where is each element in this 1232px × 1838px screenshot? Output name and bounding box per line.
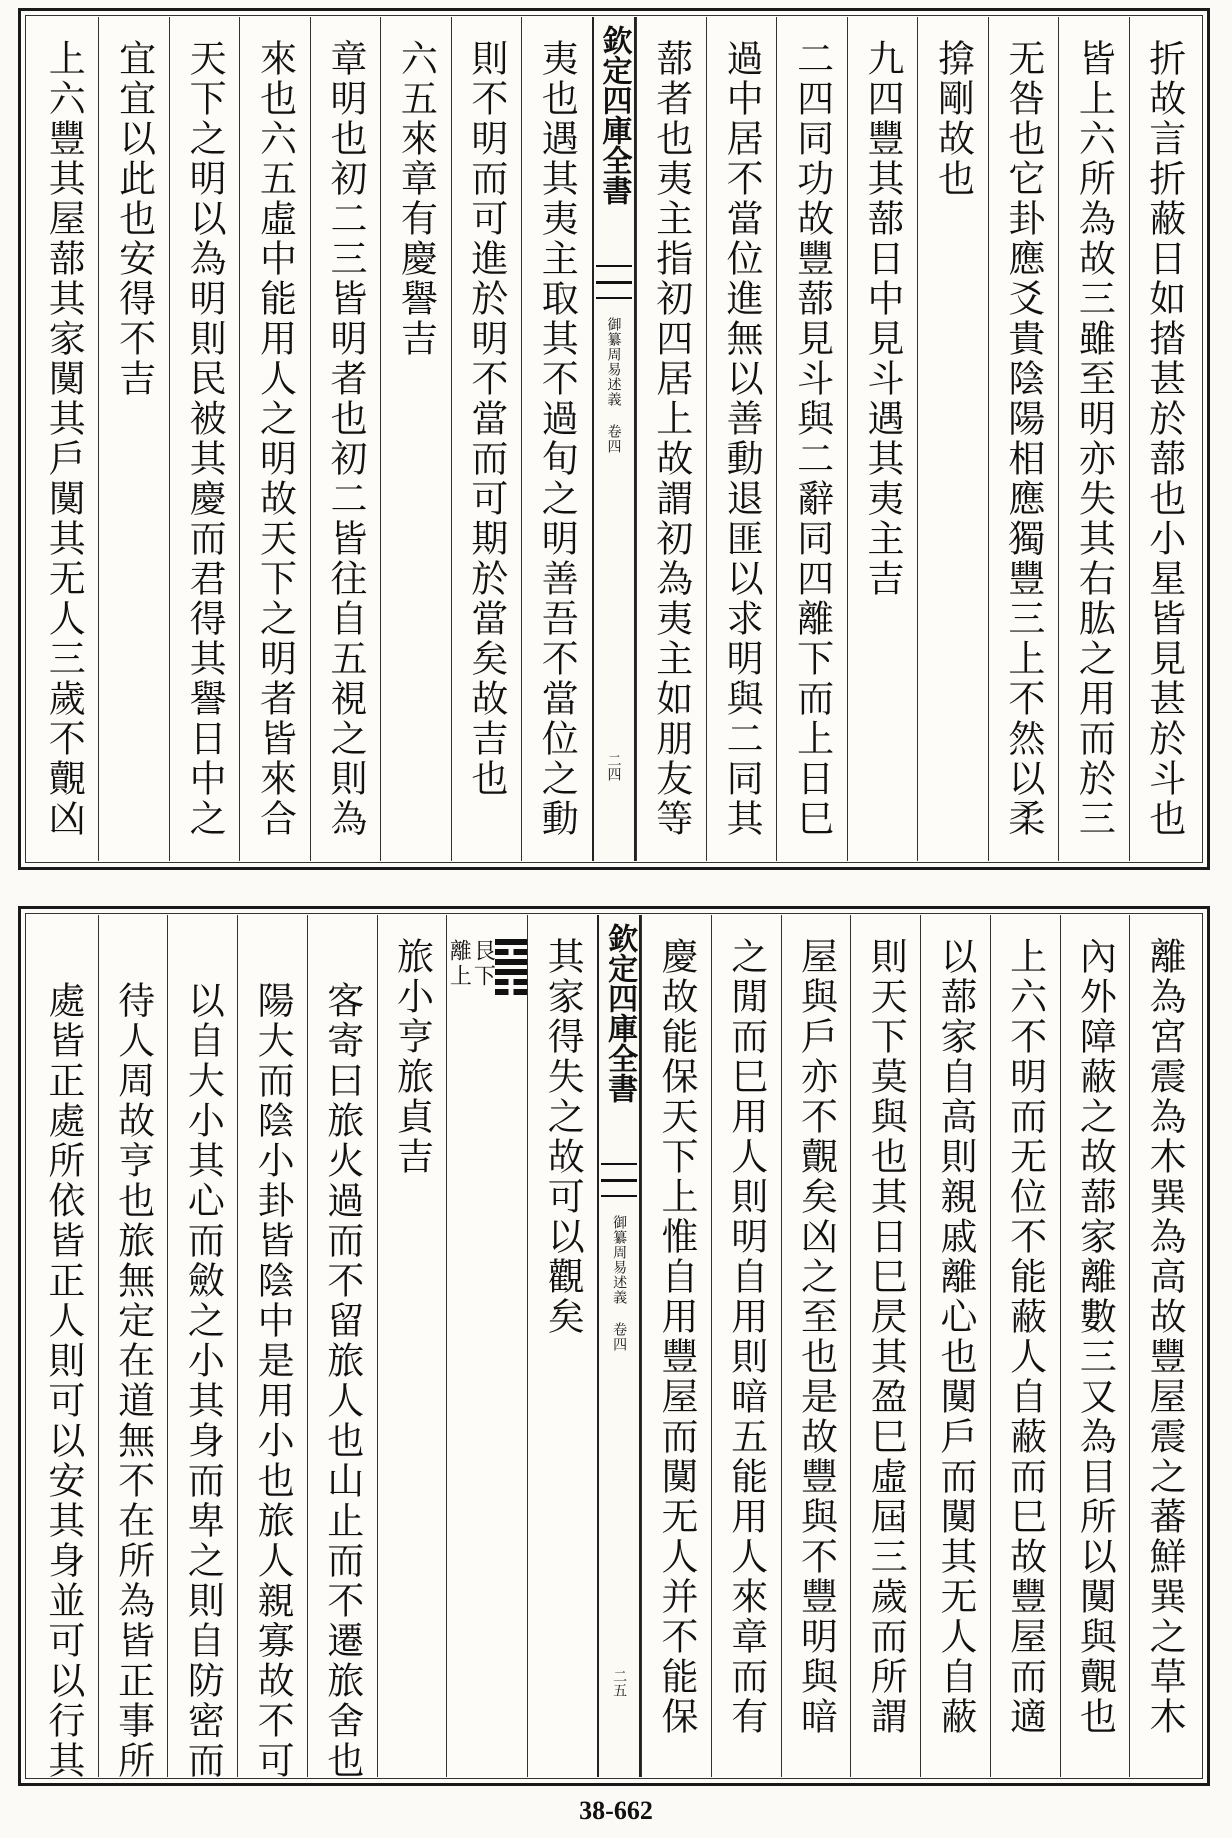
- fishtail-mark: [596, 265, 632, 299]
- text-column: 折故言折蔽日如㧺甚於蔀也小星皆見甚於斗也: [1129, 17, 1199, 861]
- text-column: 蔀者也夷主指初四居上故謂初為夷主如朋友等: [636, 17, 706, 861]
- text-column: 屋與戶亦不覿矣凶之至也是故豐與不豐明與暗: [781, 915, 851, 1777]
- text-column: 九四豐其蔀日中見斗遇其夷主吉: [847, 17, 917, 861]
- text-column: 待人周故亨也旅無定在道無不在所為皆正事所: [98, 915, 168, 1777]
- text-column: 二四同功故豐蔀見斗與二辭同四離下而上日巳: [776, 17, 846, 861]
- text-column: 六五來章有慶譽吉: [380, 17, 450, 861]
- lower-page-columns: [29, 915, 1199, 1781]
- text-column: 上六不明而无位不能蔽人自蔽而巳故豐屋而適: [990, 915, 1060, 1777]
- chapter-subtitle: 御纂周易述義 卷四: [611, 1215, 628, 1352]
- upper-page-columns: [29, 17, 1199, 861]
- text-column: 離為宮震為木巽為高故豐屋震之蕃鮮巽之草木: [1129, 915, 1199, 1777]
- text-column: 客寄曰旅火過而不留旅人也山止而不遷旅舍也: [307, 915, 377, 1777]
- page-number: 二四: [605, 753, 622, 781]
- page-number: 二五: [611, 1669, 628, 1697]
- page-code: 38-662: [579, 1796, 653, 1825]
- lower-page: [18, 906, 1210, 1786]
- text-column: 內外障蔽之故蔀家離數三又為目所以闃與覿也: [1060, 915, 1130, 1777]
- text-column: 陽大而陰小卦皆陰中是用小也旅人親寡故不可: [237, 915, 307, 1777]
- hexagram-line: [495, 949, 527, 955]
- hexagram-line: [495, 959, 527, 965]
- text-column: 天下之明以為明則民被其慶而君得其譽日中之: [169, 17, 239, 861]
- hexagram-line: [495, 939, 527, 945]
- trigram-labels: [446, 939, 496, 989]
- hexagram-line: [495, 969, 527, 975]
- lower-trigram-label: 艮下: [470, 939, 496, 989]
- text-column: 宜宜以此也安得不吉: [98, 17, 168, 861]
- upper-page: [18, 8, 1210, 870]
- text-column: 以蔀家自高則親戚離心也闃戶而闃其无人自蔽: [920, 915, 990, 1777]
- fishtail-mark: [601, 1163, 637, 1197]
- text-column: 以自大小其心而斂之小其身而卑之則自防密而: [167, 915, 237, 1777]
- chapter-subtitle: 御纂周易述義 卷四: [605, 317, 622, 454]
- text-column: 之閒而巳用人則明自用則暗五能用人來章而有: [711, 915, 781, 1777]
- text-column: 則不明而可進於明不當而可期於當矣故吉也: [451, 17, 521, 861]
- center-fold: [592, 17, 636, 861]
- book-title: 欽定四庫全書: [602, 923, 638, 1103]
- text-column: 則天下莫與也其日巳昃其盈巳虛屆三歲而所謂: [850, 915, 920, 1777]
- text-column: 來也六五虛中能用人之明故天下之明者皆來合: [239, 17, 309, 861]
- text-column: 揜剛故也: [917, 17, 987, 861]
- book-title: 欽定四庫全書: [596, 25, 632, 205]
- text-column: 上六豐其屋蔀其家闃其戶闃其无人三歲不覿凶: [42, 39, 86, 839]
- text-column: 夷也遇其夷主取其不過旬之明善吾不當位之動: [521, 17, 591, 861]
- hexagram-line: [495, 989, 527, 995]
- text-column: 慶故能保天下上惟自用豐屋而闃无人并不能保: [641, 915, 711, 1777]
- upper-trigram-label: 離上: [446, 939, 472, 989]
- text-column: 處皆正處所依皆正人則可以安其身並可以行其: [41, 981, 85, 1781]
- text-column: 章明也初二三皆明者也初二皆往自五視之則為: [310, 17, 380, 861]
- text-column: 其家得失之故可以觀矣: [527, 915, 597, 1777]
- hexagram-lu-icon: [495, 939, 527, 995]
- hexagram-block: [447, 939, 527, 995]
- text-column: 旅小亨旅貞吉: [377, 915, 447, 1777]
- hexagram-column: [446, 915, 527, 1777]
- hexagram-line: [495, 979, 527, 985]
- center-fold: [597, 915, 641, 1777]
- text-column: 過中居不當位進無以善動退匪以求明與二同其: [706, 17, 776, 861]
- text-column: 皆上六所為故三雖至明亦失其右肱之用而於三: [1058, 17, 1128, 861]
- text-column: 无咎也它卦應爻貴陰陽相應獨豐三上不然以柔: [988, 17, 1058, 861]
